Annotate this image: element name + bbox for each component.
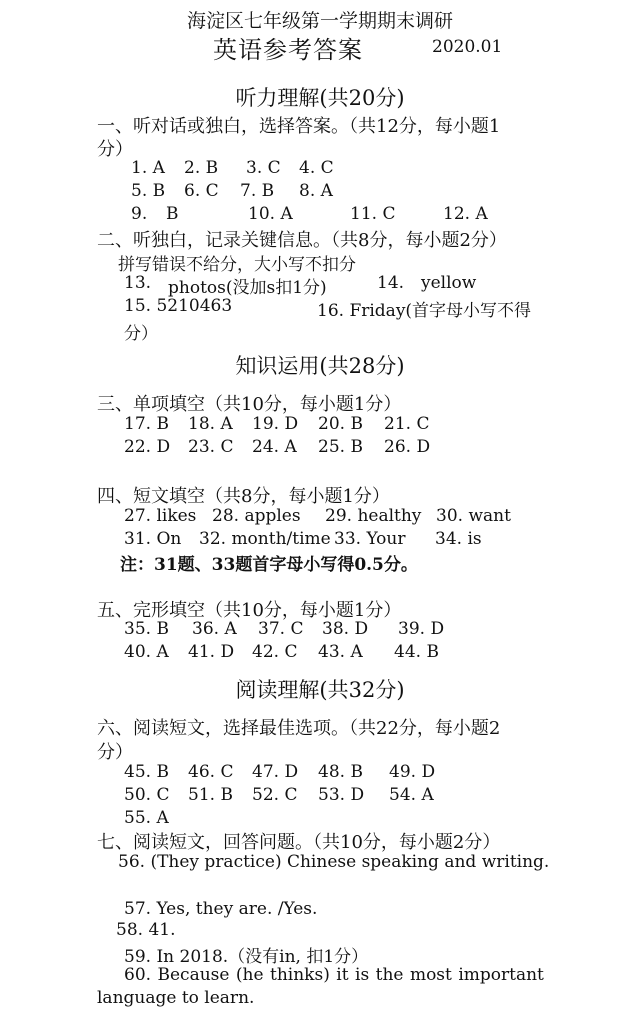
answer-item: 20. B [318, 414, 363, 434]
answer-word: thinks) [270, 965, 330, 985]
part4-note: 注：31题、33题首字母小写得0.5分。 [120, 555, 418, 575]
part2-note: 拼写错误不给分，大小写不扣分 [118, 255, 356, 275]
part6-heading: 六、阅读短文，选择最佳选项。（共22分，每小题2 [97, 718, 501, 739]
answer-item: 10. A [248, 204, 293, 224]
answer-item: 32. month/time [199, 529, 331, 549]
answer-item: 9. [131, 204, 148, 224]
answer-item: 41. D [188, 642, 235, 662]
answer-word: 60. [124, 965, 152, 985]
answer-item: 55. A [124, 808, 169, 828]
answer-item: 5. B [131, 181, 166, 201]
answer-item: 4. C [299, 158, 334, 178]
section-title-listening: 听力理解(共20分) [235, 86, 405, 110]
answer-word: the [375, 965, 404, 985]
part1-heading: 一、听对话或独白，选择答案。（共12分，每小题1 [97, 116, 501, 137]
answer-word: is [355, 965, 370, 985]
answer-item: 31. On [124, 529, 182, 549]
answer-item: 43. A [318, 642, 363, 662]
part5-heading: 五、完形填空（共10分，每小题1分） [97, 600, 402, 621]
answer-item: 58. 41. [116, 920, 176, 940]
answer-item: 分） [124, 324, 158, 344]
answer-item: B [166, 204, 179, 224]
answer-item: 2. B [184, 158, 219, 178]
answer-item: 26. D [384, 437, 431, 457]
answer-item: 15. 5210463 [124, 296, 233, 316]
answer-item: yellow [421, 273, 477, 293]
answer-item: 56. (They practice) Chinese speaking and writing. [118, 852, 550, 872]
document-title: 海淀区七年级第一学期期末调研 [186, 10, 453, 32]
answer-item: 3. C [246, 158, 281, 178]
answer-item: 25. B [318, 437, 363, 457]
answer-item: 46. C [188, 762, 234, 782]
answer-item: 44. B [394, 642, 439, 662]
answer-item: 37. C [258, 619, 304, 639]
answer-item: 19. D [252, 414, 299, 434]
answer-item: 51. B [188, 785, 233, 805]
answer-item: 30. want [436, 506, 511, 526]
document-subtitle: 英语参考答案 [213, 36, 363, 64]
answer-word: it [336, 965, 349, 985]
answer-item: 57. Yes, they are. /Yes. [124, 899, 318, 919]
answer-item: 38. D [322, 619, 369, 639]
answer-item: 6. C [184, 181, 219, 201]
answer-item: 48. B [318, 762, 363, 782]
answer-item: 36. A [192, 619, 237, 639]
answer-word: important [458, 965, 544, 985]
answer-item: 28. apples [212, 506, 301, 526]
answer-item: 16. Friday(首字母小写不得 [317, 301, 532, 321]
part4-heading: 四、短文填空（共8分，每小题1分） [97, 486, 390, 507]
answer-item: 1. A [131, 158, 165, 178]
section-title-knowledge: 知识运用(共28分) [235, 354, 405, 378]
answer-item: 47. D [252, 762, 299, 782]
answer-word: Because [157, 965, 230, 985]
part1-heading-cont: 分） [97, 139, 133, 160]
answer-word: (he [235, 965, 264, 985]
answer-item: 24. A [252, 437, 297, 457]
answer-item: 11. C [350, 204, 396, 224]
answer-item: 34. is [435, 529, 482, 549]
section-title-reading: 阅读理解(共32分) [235, 678, 405, 702]
answer-word: most [409, 965, 452, 985]
answer-item: 54. A [389, 785, 434, 805]
answer-number: 13. [124, 273, 152, 293]
answer-item: 45. B [124, 762, 169, 782]
part2-heading: 二、听独白，记录关键信息。（共8分，每小题2分） [97, 230, 507, 251]
answer-number: 14. [377, 273, 405, 293]
answer-item: photos(没加s扣1分) [168, 278, 327, 298]
answer-item: 49. D [389, 762, 436, 782]
answer-item: 17. B [124, 414, 169, 434]
answer-item: 29. healthy [325, 506, 422, 526]
answer-item: 21. C [384, 414, 430, 434]
answer-item: 23. C [188, 437, 234, 457]
part7-heading: 七、阅读短文，回答问题。（共10分，每小题2分） [97, 832, 501, 853]
answer-item: 59. In 2018.（没有in, 扣1分） [124, 947, 369, 967]
answer-item: 35. B [124, 619, 169, 639]
answer-item: 39. D [398, 619, 445, 639]
answer-item: 7. B [240, 181, 275, 201]
answer-item: 42. C [252, 642, 298, 662]
answer-60-line [124, 965, 544, 985]
part6-heading-cont: 分） [97, 742, 133, 763]
answer-item: 18. A [188, 414, 233, 434]
answer-item: 53. D [318, 785, 365, 805]
answer-item: 27. likes [124, 506, 197, 526]
document-date: 2020.01 [432, 37, 503, 57]
answer-item: 52. C [252, 785, 298, 805]
answer-item: 22. D [124, 437, 171, 457]
answer-item: 50. C [124, 785, 170, 805]
answer-60-line-cont: language to learn. [97, 988, 255, 1008]
part3-heading: 三、单项填空（共10分，每小题1分） [97, 394, 402, 415]
answer-item: 40. A [124, 642, 169, 662]
answer-item: 12. A [443, 204, 488, 224]
answer-item: 33. Your [334, 529, 406, 549]
answer-item: 8. A [299, 181, 333, 201]
